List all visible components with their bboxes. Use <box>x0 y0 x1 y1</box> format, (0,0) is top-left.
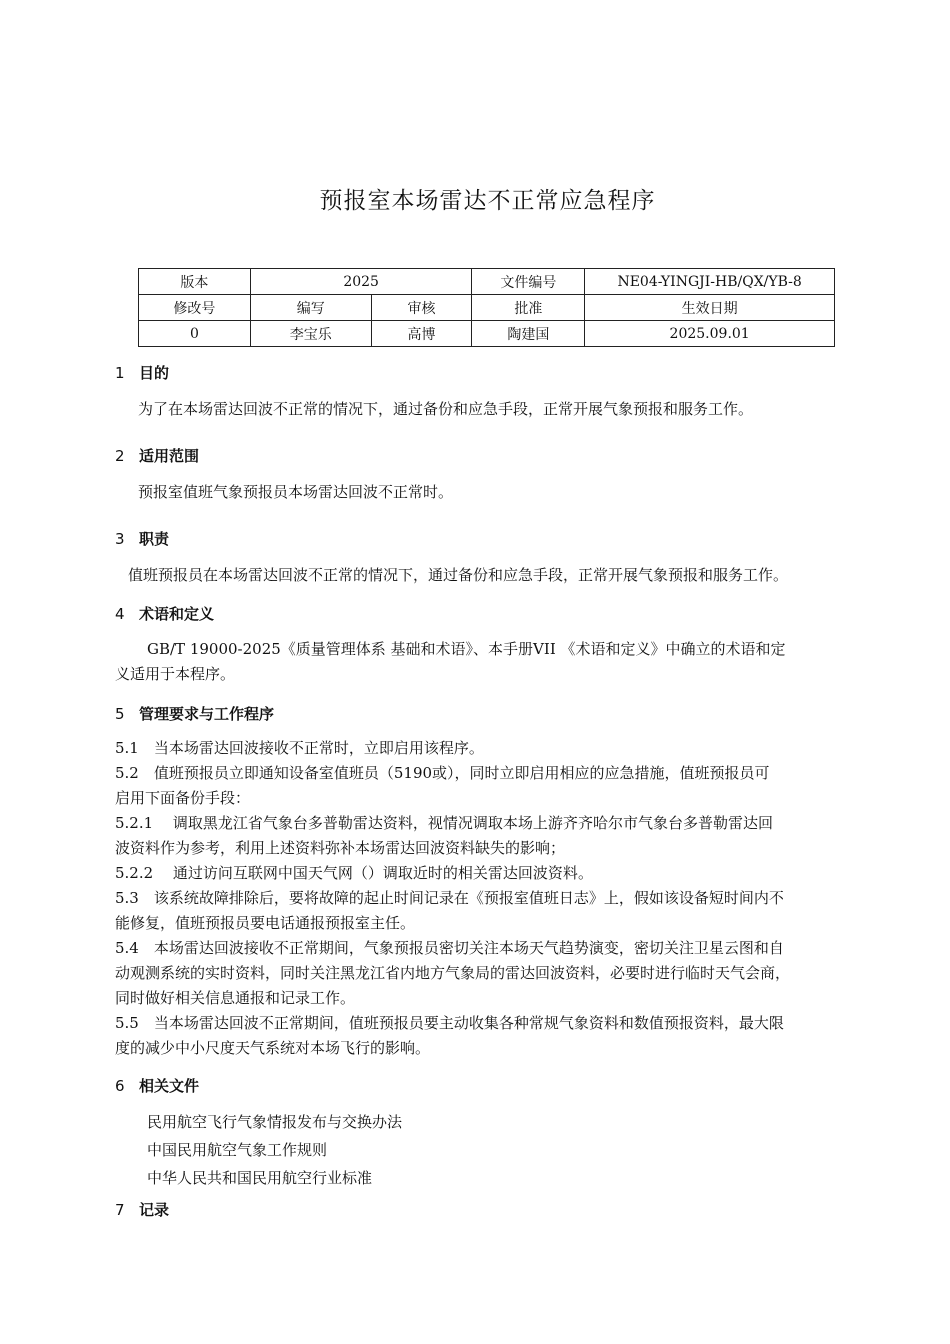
section-title: 相关文件 <box>139 1077 200 1095</box>
table-cell: NE04-YINGJI-HB/QX/YB-8 <box>585 269 835 295</box>
table-cell: 编写 <box>250 295 371 321</box>
section-title: 职责 <box>139 530 170 548</box>
body-line: 同时做好相关信息通报和记录工作。 <box>115 989 356 1007</box>
table-row <box>139 269 835 295</box>
body-line: 5.3 该系统故障排除后，要将故障的起止时间记录在《预报室值班日志》上，假如该设备短时间内不 <box>115 889 784 907</box>
table-row <box>139 321 835 347</box>
section-heading <box>115 528 169 549</box>
table-cell: 高博 <box>371 321 472 347</box>
body-line: 动观测系统的实时资料，同时关注黑龙江省内地方气象局的雷达回波资料，必要时进行临时天气会商， <box>115 964 791 982</box>
table-cell: 李宝乐 <box>250 321 371 347</box>
body-line: 5.2.2 通过访问互联网中国天气网（）调取近时的相关雷达回波资料。 <box>115 864 593 882</box>
table-cell: 修改号 <box>139 295 251 321</box>
section-heading <box>115 1075 199 1096</box>
body-line: 5.2 值班预报员立即通知设备室值班员（5190或），同时立即启用相应的应急措施，值班预报员可 <box>115 764 770 782</box>
table-cell: 版本 <box>139 269 251 295</box>
section-body-line: GB/T 19000-2025《质量管理体系 基础和术语》、本手册VII 《术语和定义》中确立的术语和定 <box>147 640 786 658</box>
section-heading <box>115 603 214 624</box>
related-documents-list <box>147 1108 402 1192</box>
section-number: 6 <box>115 1077 125 1095</box>
section-title: 记录 <box>139 1201 170 1219</box>
list-item: 民用航空飞行气象情报发布与交换办法 <box>147 1113 403 1131</box>
section-title: 适用范围 <box>139 447 200 465</box>
section-number: 4 <box>115 605 125 623</box>
list-item: 中华人民共和国民用航空行业标准 <box>147 1169 373 1187</box>
section-number: 1 <box>115 364 125 382</box>
section-heading <box>115 445 199 466</box>
section-body: 预报室值班气象预报员本场雷达回波不正常时。 <box>138 483 454 501</box>
section-body: 为了在本场雷达回波不正常的情况下，通过备份和应急手段，正常开展气象预报和服务工作。 <box>138 400 754 418</box>
body-line: 5.2.1 调取黑龙江省气象台多普勒雷达资料，视情况调取本场上游齐齐哈尔市气象台多普勒雷达回 <box>115 814 773 832</box>
section-title: 目的 <box>139 364 170 382</box>
section-heading <box>115 703 274 724</box>
table-cell: 生效日期 <box>585 295 835 321</box>
body-line: 5.5 当本场雷达回波不正常期间，值班预报员要主动收集各种常规气象资料和数值预报资料，最大限 <box>115 1014 784 1032</box>
section-heading <box>115 1199 169 1220</box>
section-number: 5 <box>115 705 125 723</box>
section-heading <box>115 362 169 383</box>
section-number: 2 <box>115 447 125 465</box>
section-body: 值班预报员在本场雷达回波不正常的情况下，通过备份和应急手段，正常开展气象预报和服务工作。 <box>128 566 789 584</box>
section-number: 7 <box>115 1201 125 1219</box>
body-line: 启用下面备份手段： <box>115 789 251 807</box>
body-line: 能修复，值班预报员要电话通报预报室主任。 <box>115 914 416 932</box>
table-cell: 2025.09.01 <box>585 321 835 347</box>
body-line: 波资料作为参考，利用上述资料弥补本场雷达回波资料缺失的影响； <box>115 839 566 857</box>
body-line: 5.4 本场雷达回波接收不正常期间，气象预报员密切关注本场天气趋势演变，密切关注卫星云图和自 <box>115 939 784 957</box>
section-body-line: 义适用于本程序。 <box>115 665 236 683</box>
table-cell: 0 <box>139 321 251 347</box>
document-meta-table <box>138 268 835 347</box>
document-title: 预报室本场雷达不正常应急程序 <box>319 188 656 214</box>
table-cell: 2025 <box>250 269 472 295</box>
body-line: 5.1 当本场雷达回波接收不正常时，立即启用该程序。 <box>115 739 484 757</box>
table-cell: 批准 <box>472 295 585 321</box>
table-row <box>139 295 835 321</box>
section-title: 术语和定义 <box>139 605 215 623</box>
section-body <box>115 736 865 1061</box>
body-line: 度的减少中小尺度天气系统对本场飞行的影响。 <box>115 1039 431 1057</box>
section-number: 3 <box>115 530 125 548</box>
list-item: 中国民用航空气象工作规则 <box>147 1141 328 1159</box>
table-cell: 审核 <box>371 295 472 321</box>
table-cell: 陶建国 <box>472 321 585 347</box>
section-title: 管理要求与工作程序 <box>139 705 275 723</box>
table-cell: 文件编号 <box>472 269 585 295</box>
